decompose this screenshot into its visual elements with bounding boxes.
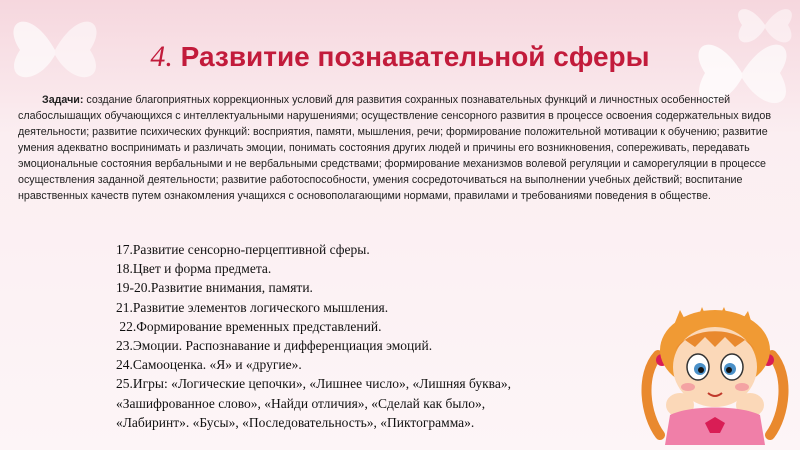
list-item: 21.Развитие элементов логического мышления. [116,299,389,315]
list-item: 23.Эмоции. Распознавание и дифференциация эмоций. [116,338,433,354]
list-item: «Зашифрованное слово», «Найди отличия», «Сделай как было», [116,395,486,411]
list-item: «Лабиринт». «Бусы», «Последовательность», «Пиктограмма». [116,414,475,430]
title-text: Развитие познавательной сферы [172,41,650,72]
list-item: 24.Самооценка. «Я» и «другие». [116,357,302,373]
tasks-label: Задачи: [42,94,84,106]
tasks-paragraph [18,92,782,204]
list-item: 25.Игры: «Логические цепочки», «Лишнее число», «Лишняя буква», [116,376,511,392]
list-item: 19-20.Развитие внимания, памяти. [116,280,313,296]
list-item: 22.Формирование временных представлений. [116,318,382,334]
list-item: 17.Развитие сенсорно-перцептивной сферы. [116,242,370,257]
topics-list [116,240,636,432]
page-title [0,40,800,74]
tasks-text: создание благоприятных коррекционных условий для развития сохранных познавательных функций и личностных особенностей слабослышащих обучающихся с интеллектуальными нарушениями; осуществление сенсорного развития в процессе освоения содержательных видов деятельности; развитие психических функций: восприятия, памяти, мышления, речи; формирование положительной мотивации к обучению; развитие умения адекватно воспринимать и различать эмоции, понимать состояния других людей и причины его возникновения, сопереживать, передавать эмоциональные состояния вербальными и не вербальными средствами; формирование механизмов волевой регуляции и саморегуляции в процессе осуществления заданной деятельности; развитие работоспособности, умения сосредоточиваться на выполнении учебных действий; воспитание нравственных качеств путем ознакомления учащихся с основополагающими нормами, правилами и требованиями поведения в обществе. [18,94,772,202]
list-item: 18.Цвет и форма предмета. [116,261,272,277]
title-number: 4. [150,40,173,73]
girl-illustration [640,305,790,445]
